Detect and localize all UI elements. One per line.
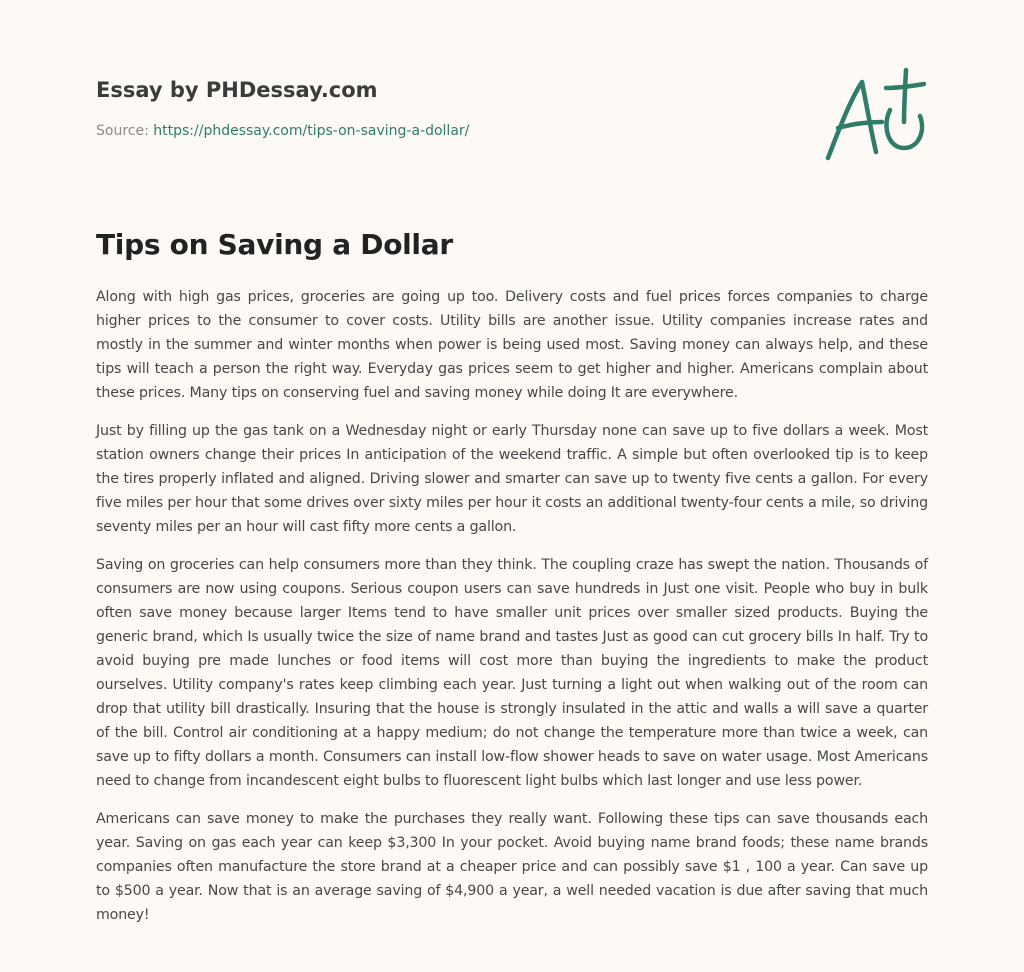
source-link[interactable]: https://phdessay.com/tips-on-saving-a-dollar/ <box>153 123 470 139</box>
paragraph: Along with high gas prices, groceries are going up too. Delivery costs and fuel prices forces companies to charge higher prices to the consumer to cover costs. Utility bills are another issue. Utility companies increase rates and mostly in the summer and winter months when power is being used most. Saving money can always help, and these tips will teach a person the right way. Everyday gas prices seem to get higher and higher. Americans complain about these prices. Many tips on conserving fuel and saving money while doing It are everywhere. <box>96 289 928 401</box>
essay-title: Tips on Saving a Dollar <box>96 228 453 261</box>
essay-header <box>96 76 696 141</box>
a-plus-grade-icon <box>820 66 932 166</box>
paragraph: Americans can save money to make the purchases they really want. Following these tips can save thousands each year. Saving on gas each year can keep $3,300 In your pocket. Avoid buying name brand foods; these name brands companies often manufacture the store brand at a cheaper price and can possibly save $1 , 100 a year. Can save up to $500 a year. Now that is an average saving of $4,900 a year, a well needed vacation is due after saving that much money! <box>96 811 928 923</box>
source-line <box>96 121 696 141</box>
paragraph: Just by filling up the gas tank on a Wednesday night or early Thursday none can save up to five dollars a week. Most station owners change their prices In anticipation of the weekend traffic. A simple but often overlooked tip is to keep the tires properly inflated and aligned. Driving slower and smarter can save up to twenty five cents a gallon. For every five miles per hour that some drives over sixty miles per hour it costs an additional twenty-four cents a mile, so driving seventy miles per an hour will cast fifty more cents a gallon. <box>96 423 928 535</box>
site-brand: Essay by PHDessay.com <box>96 78 378 102</box>
source-label: Source: <box>96 123 154 139</box>
paragraph: Saving on groceries can help consumers more than they think. The coupling craze has swept the nation. Thousands of consumers are now using coupons. Serious coupon users can save hundreds in Just one visit. People who buy in bulk often save money because larger Items tend to have smaller unit prices over smaller sized products. Buying the generic brand, which Is usually twice the size of name brand and tastes Just as good can cut grocery bills In half. Try to avoid buying pre made lunches or food items will cost more than buying the ingredients to make the product ourselves. Utility company's rates keep climbing each year. Just turning a light out when walking out of the room can drop that utility bill drastically. Insuring that the house is strongly insulated in the attic and walls a will save a quarter of the bill. Control air conditioning at a happy medium; do not change the temperature more than twice a week, can save up to fifty dollars a month. Consumers can install low-flow shower heads to save on water usage. Most Americans need to change from incandescent eight bulbs to fluorescent light bulbs which last longer and use less power. <box>96 557 928 789</box>
essay-body <box>96 285 928 941</box>
